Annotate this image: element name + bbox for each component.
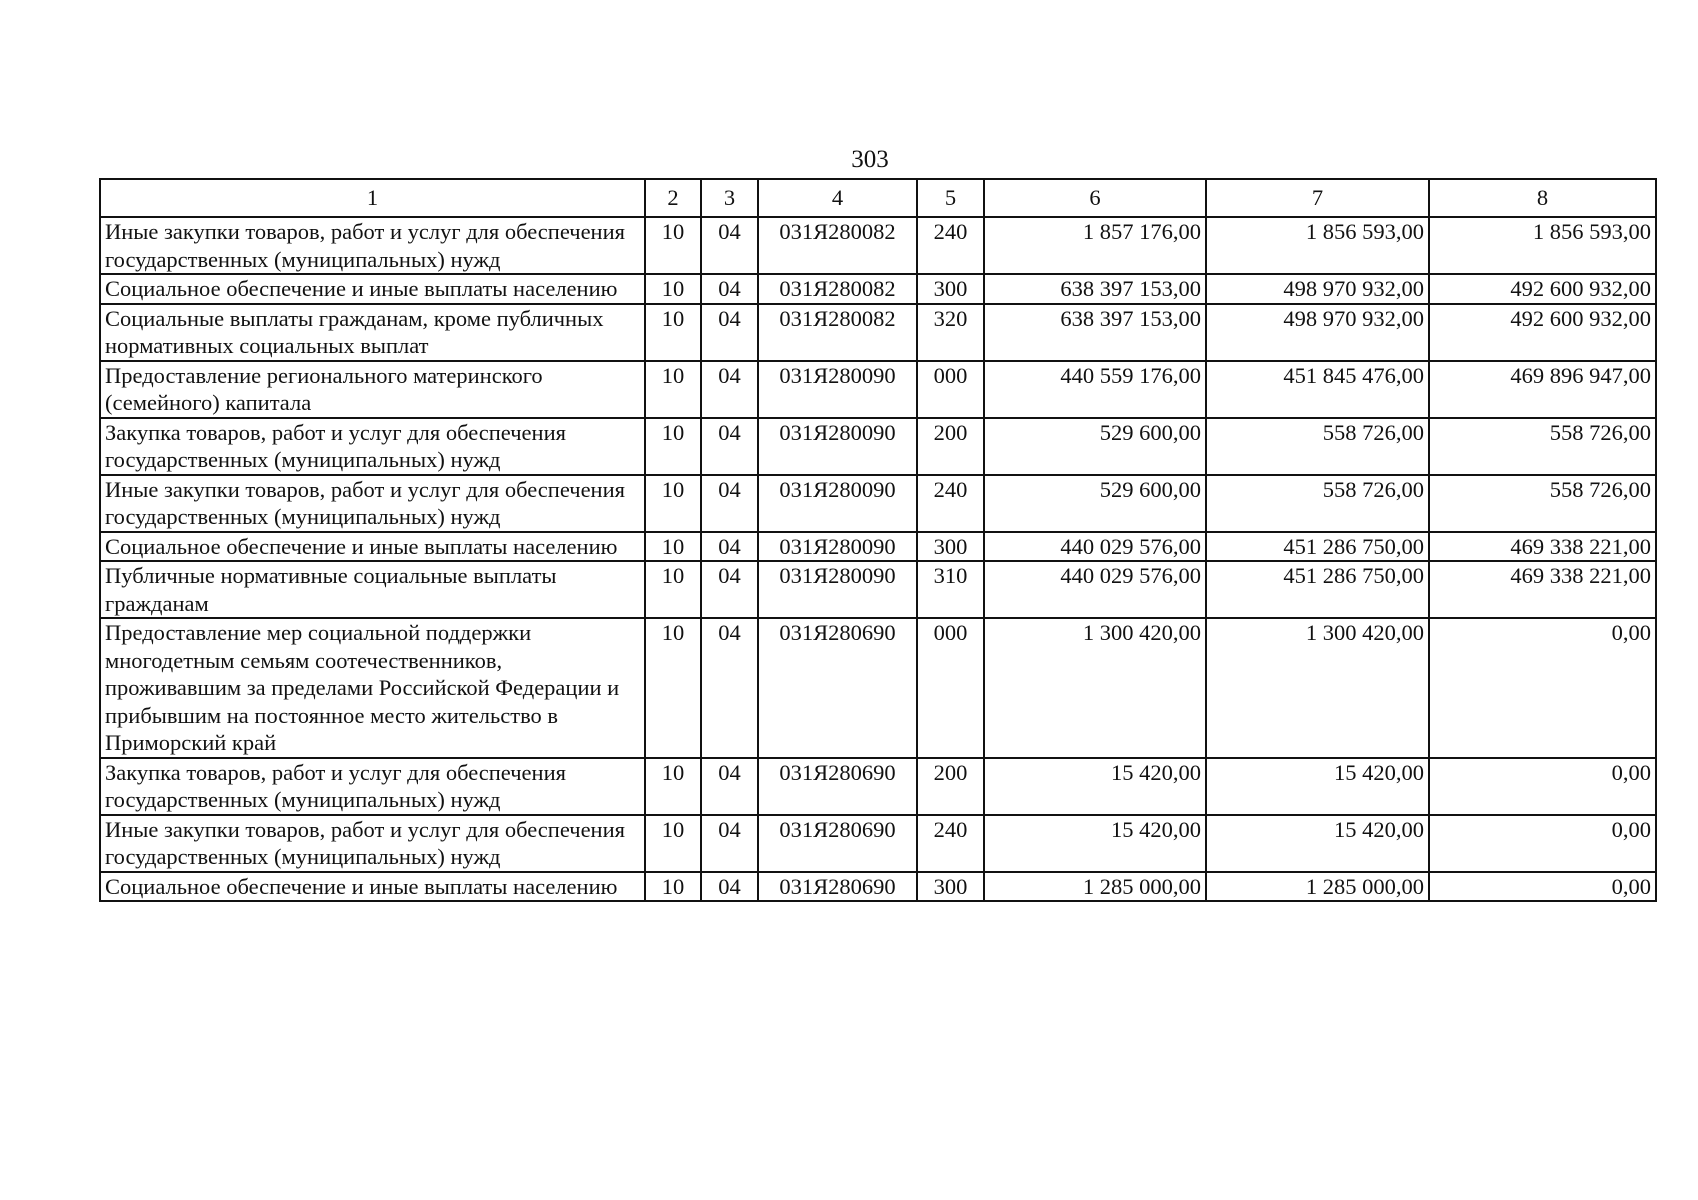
row-name-cell: Социальные выплаты гражданам, кроме публичных нормативных социальных выплат: [100, 304, 645, 361]
target-item-code-cell: 031Я280690: [758, 758, 917, 815]
row-name-cell: Предоставление мер социальной поддержки многодетным семьям соотечественников, проживавшим за пределами Российской Федерации и прибывшим на постоянное место жительство в Приморский край: [100, 618, 645, 758]
expense-type-code-cell: 310: [917, 561, 984, 618]
table-row: [100, 217, 1656, 274]
target-item-code-cell: 031Я280690: [758, 815, 917, 872]
table-row: [100, 304, 1656, 361]
amount-col8-cell: 469 896 947,00: [1429, 361, 1656, 418]
amount-col8-cell: 492 600 932,00: [1429, 274, 1656, 304]
amount-col7-cell: 15 420,00: [1206, 815, 1429, 872]
section-code-cell: 10: [645, 361, 701, 418]
amount-col6-cell: 15 420,00: [984, 758, 1206, 815]
column-header: 5: [917, 179, 984, 217]
column-header: 8: [1429, 179, 1656, 217]
expense-type-code-cell: 000: [917, 618, 984, 758]
subsection-code-cell: 04: [701, 217, 758, 274]
amount-col7-cell: 1 300 420,00: [1206, 618, 1429, 758]
amount-col6-cell: 1 857 176,00: [984, 217, 1206, 274]
target-item-code-cell: 031Я280082: [758, 304, 917, 361]
target-item-code-cell: 031Я280690: [758, 618, 917, 758]
amount-col7-cell: 498 970 932,00: [1206, 274, 1429, 304]
target-item-code-cell: 031Я280082: [758, 274, 917, 304]
amount-col6-cell: 15 420,00: [984, 815, 1206, 872]
row-name-cell: Социальное обеспечение и иные выплаты населению: [100, 274, 645, 304]
section-code-cell: 10: [645, 815, 701, 872]
subsection-code-cell: 04: [701, 418, 758, 475]
target-item-code-cell: 031Я280090: [758, 532, 917, 562]
amount-col8-cell: 0,00: [1429, 815, 1656, 872]
table-row: [100, 561, 1656, 618]
target-item-code-cell: 031Я280090: [758, 418, 917, 475]
amount-col7-cell: 451 286 750,00: [1206, 532, 1429, 562]
row-name-cell: Предоставление регионального материнского (семейного) капитала: [100, 361, 645, 418]
column-header: 6: [984, 179, 1206, 217]
amount-col7-cell: 1 285 000,00: [1206, 872, 1429, 902]
amount-col7-cell: 15 420,00: [1206, 758, 1429, 815]
subsection-code-cell: 04: [701, 758, 758, 815]
table-row: [100, 361, 1656, 418]
subsection-code-cell: 04: [701, 872, 758, 902]
subsection-code-cell: 04: [701, 475, 758, 532]
section-code-cell: 10: [645, 217, 701, 274]
amount-col6-cell: 529 600,00: [984, 418, 1206, 475]
amount-col6-cell: 529 600,00: [984, 475, 1206, 532]
row-name-cell: Иные закупки товаров, работ и услуг для обеспечения государственных (муниципальных) нужд: [100, 815, 645, 872]
column-header: 1: [100, 179, 645, 217]
section-code-cell: 10: [645, 274, 701, 304]
table-body: [100, 217, 1656, 901]
amount-col7-cell: 558 726,00: [1206, 475, 1429, 532]
amount-col6-cell: 440 029 576,00: [984, 532, 1206, 562]
header-row: [100, 179, 1656, 217]
table-row: [100, 758, 1656, 815]
subsection-code-cell: 04: [701, 304, 758, 361]
column-header: 3: [701, 179, 758, 217]
expense-type-code-cell: 240: [917, 217, 984, 274]
expense-type-code-cell: 300: [917, 274, 984, 304]
column-header: 2: [645, 179, 701, 217]
target-item-code-cell: 031Я280090: [758, 475, 917, 532]
row-name-cell: Иные закупки товаров, работ и услуг для обеспечения государственных (муниципальных) нужд: [100, 475, 645, 532]
target-item-code-cell: 031Я280690: [758, 872, 917, 902]
amount-col7-cell: 498 970 932,00: [1206, 304, 1429, 361]
expense-type-code-cell: 240: [917, 815, 984, 872]
amount-col8-cell: 558 726,00: [1429, 475, 1656, 532]
row-name-cell: Социальное обеспечение и иные выплаты населению: [100, 872, 645, 902]
amount-col6-cell: 440 559 176,00: [984, 361, 1206, 418]
amount-col8-cell: 1 856 593,00: [1429, 217, 1656, 274]
expense-type-code-cell: 200: [917, 418, 984, 475]
amount-col6-cell: 638 397 153,00: [984, 304, 1206, 361]
target-item-code-cell: 031Я280090: [758, 561, 917, 618]
table-row: [100, 532, 1656, 562]
section-code-cell: 10: [645, 758, 701, 815]
column-header: 7: [1206, 179, 1429, 217]
amount-col8-cell: 0,00: [1429, 872, 1656, 902]
amount-col8-cell: 0,00: [1429, 618, 1656, 758]
target-item-code-cell: 031Я280082: [758, 217, 917, 274]
budget-table: [99, 178, 1657, 902]
row-name-cell: Закупка товаров, работ и услуг для обеспечения государственных (муниципальных) нужд: [100, 418, 645, 475]
row-name-cell: Публичные нормативные социальные выплаты гражданам: [100, 561, 645, 618]
section-code-cell: 10: [645, 872, 701, 902]
table-row: [100, 274, 1656, 304]
amount-col8-cell: 558 726,00: [1429, 418, 1656, 475]
amount-col6-cell: 440 029 576,00: [984, 561, 1206, 618]
section-code-cell: 10: [645, 618, 701, 758]
expense-type-code-cell: 300: [917, 872, 984, 902]
table-row: [100, 815, 1656, 872]
row-name-cell: Социальное обеспечение и иные выплаты населению: [100, 532, 645, 562]
amount-col7-cell: 451 845 476,00: [1206, 361, 1429, 418]
section-code-cell: 10: [645, 304, 701, 361]
expense-type-code-cell: 320: [917, 304, 984, 361]
subsection-code-cell: 04: [701, 274, 758, 304]
subsection-code-cell: 04: [701, 561, 758, 618]
expense-type-code-cell: 300: [917, 532, 984, 562]
row-name-cell: Иные закупки товаров, работ и услуг для обеспечения государственных (муниципальных) нужд: [100, 217, 645, 274]
table-row: [100, 418, 1656, 475]
amount-col7-cell: 1 856 593,00: [1206, 217, 1429, 274]
amount-col6-cell: 638 397 153,00: [984, 274, 1206, 304]
expense-type-code-cell: 240: [917, 475, 984, 532]
target-item-code-cell: 031Я280090: [758, 361, 917, 418]
section-code-cell: 10: [645, 561, 701, 618]
section-code-cell: 10: [645, 418, 701, 475]
expense-type-code-cell: 000: [917, 361, 984, 418]
subsection-code-cell: 04: [701, 361, 758, 418]
table-row: [100, 618, 1656, 758]
section-code-cell: 10: [645, 475, 701, 532]
amount-col7-cell: 558 726,00: [1206, 418, 1429, 475]
column-header: 4: [758, 179, 917, 217]
amount-col8-cell: 0,00: [1429, 758, 1656, 815]
amount-col8-cell: 492 600 932,00: [1429, 304, 1656, 361]
amount-col6-cell: 1 300 420,00: [984, 618, 1206, 758]
expense-type-code-cell: 200: [917, 758, 984, 815]
table-row: [100, 872, 1656, 902]
section-code-cell: 10: [645, 532, 701, 562]
amount-col6-cell: 1 285 000,00: [984, 872, 1206, 902]
table-row: [100, 475, 1656, 532]
page-number: 303: [851, 146, 889, 173]
amount-col8-cell: 469 338 221,00: [1429, 561, 1656, 618]
subsection-code-cell: 04: [701, 532, 758, 562]
subsection-code-cell: 04: [701, 815, 758, 872]
subsection-code-cell: 04: [701, 618, 758, 758]
amount-col7-cell: 451 286 750,00: [1206, 561, 1429, 618]
amount-col8-cell: 469 338 221,00: [1429, 532, 1656, 562]
row-name-cell: Закупка товаров, работ и услуг для обеспечения государственных (муниципальных) нужд: [100, 758, 645, 815]
